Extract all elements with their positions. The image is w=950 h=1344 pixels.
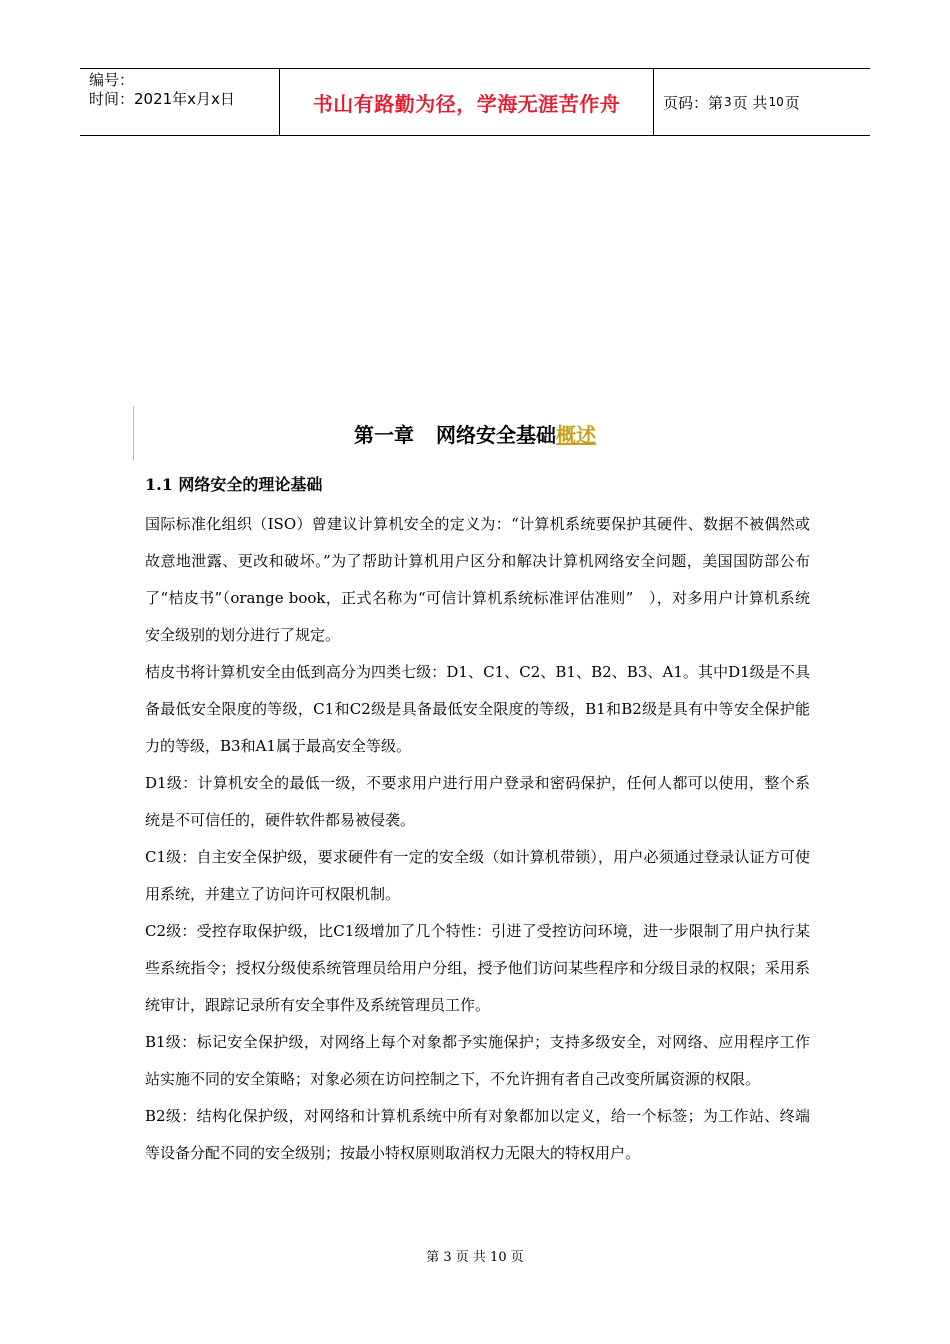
doc-number-label: 编号：: [89, 71, 135, 89]
page-footer: 第 3 页 共 10 页: [426, 1250, 524, 1265]
chapter-title-main: 网络安全基础: [436, 423, 556, 447]
paragraph: C2级：受控存取保护级，比C1级增加了几个特性：引进了受控访问环境，进一步限制了用户执行某些系统指令；授权分级使系统管理员给用户分组，授予他们访问某些程序和分级目录的权限；采用系统审计，跟踪记录所有安全事件及系统管理员工作。: [145, 922, 810, 1014]
paragraph: 国际标准化组织（ISO）曾建议计算机安全的定义为：“计算机系统要保护其硬件、数据不被偶然或故意地泄露、更改和破坏。”为了帮助计算机用户区分和解决计算机网络安全问题，美国国防部公布了“桔皮书”（orange book，正式名称为“可信计算机系统标准评估准则” ），对多用户计算机系统安全级别的划分进行了规定。: [145, 515, 810, 644]
page-current: 3: [724, 95, 732, 109]
page-suffix: 页: [784, 93, 800, 112]
page-prefix: 页码：第: [663, 93, 724, 112]
doc-time-label: 时间：2021年x月x日: [89, 90, 235, 108]
chapter-title-link[interactable]: 概述: [556, 423, 596, 447]
paragraph: B1级：标记安全保护级，对网络上每个对象都予实施保护；支持多级安全，对网络、应用程序工作站实施不同的安全策略；对象必须在访问控制之下，不允许拥有者自己改变所属资源的权限。: [145, 1033, 810, 1088]
paragraph: C1级：自主安全保护级，要求硬件有一定的安全级（如计算机带锁），用户必须通过登录认证方可使用系统，并建立了访问许可权限机制。: [145, 848, 810, 903]
page-mid: 页 共: [732, 93, 768, 112]
body-content: [145, 506, 810, 1172]
paragraph: B2级：结构化保护级，对网络和计算机系统中所有对象都加以定义，给一个标签；为工作站、终端等设备分配不同的安全级别；按最小特权原则取消权力无限大的特权用户。: [145, 1107, 810, 1162]
header-meta: [80, 69, 280, 135]
section-title: 1.1 网络安全的理论基础: [145, 475, 323, 494]
chapter-label: 第一章: [354, 423, 414, 447]
paragraph: D1级：计算机安全的最低一级，不要求用户进行用户登录和密码保护，任何人都可以使用，整个系统是不可信任的，硬件软件都易被侵袭。: [145, 774, 810, 829]
page-header: [80, 68, 870, 136]
page-total: 10: [768, 95, 784, 109]
header-motto: 书山有路勤为径，学海无涯苦作舟: [280, 69, 654, 135]
paragraph: 桔皮书将计算机安全由低到高分为四类七级：D1、C1、C2、B1、B2、B3、A1。其中D1级是不具备最低安全限度的等级，C1和C2级是具备最低安全限度的等级，B1和B2级是具有中等安全保护能力的等级，B3和A1属于最高安全等级。: [145, 663, 810, 755]
header-page-info: [654, 69, 870, 135]
chapter-title: [0, 420, 950, 450]
